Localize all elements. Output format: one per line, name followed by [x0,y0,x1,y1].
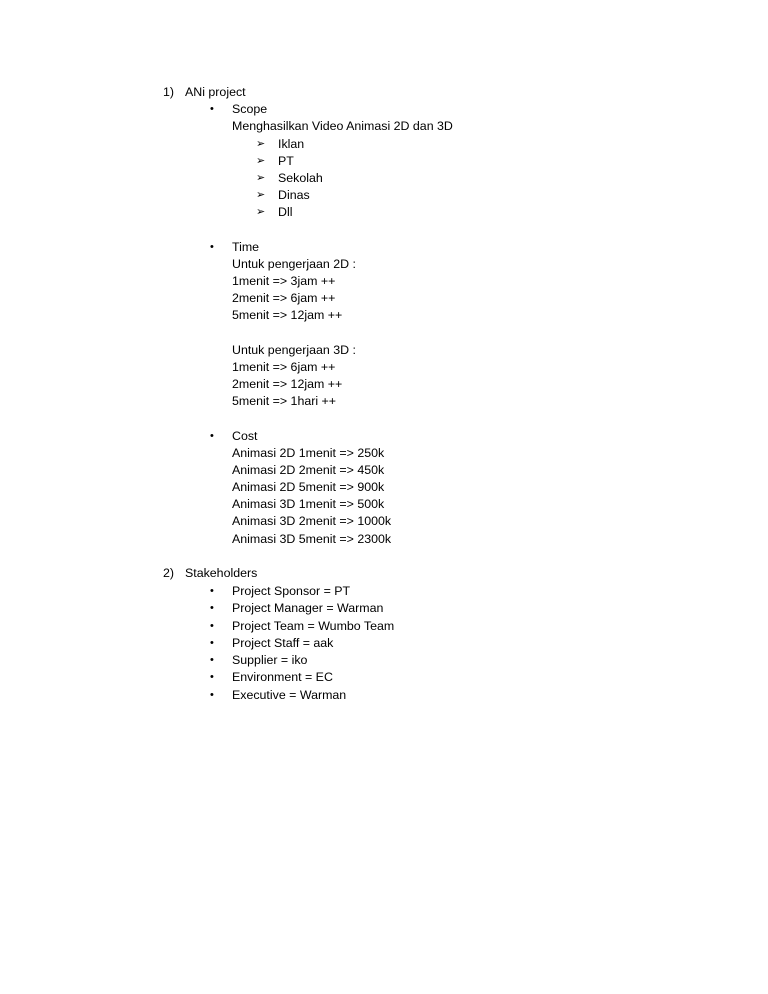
time-2d-item: 1menit => 3jam ++ [232,274,336,288]
cost-item: Animasi 3D 2menit => 1000k [232,514,392,528]
stakeholder-item: Executive = Warman [232,688,347,702]
bullet-icon: • [210,103,214,115]
scope-item: PT [278,154,294,168]
cost-item: Animasi 3D 5menit => 2300k [232,532,392,546]
section-title: ANi project [185,85,246,99]
stakeholder-item: Supplier = iko [232,653,308,667]
time-3d-item: 1menit => 6jam ++ [232,360,336,374]
bullet-icon: • [210,620,214,632]
cost-item: Animasi 2D 2menit => 450k [232,463,385,477]
arrow-bullet-icon: ➢ [256,189,266,201]
arrow-bullet-icon: ➢ [256,155,266,167]
time-2d-item: 2menit => 6jam ++ [232,291,336,305]
section-number: 2) [163,566,175,580]
scope-description: Menghasilkan Video Animasi 2D dan 3D [232,119,453,133]
bullet-icon: • [210,637,214,649]
scope-item: Dinas [278,188,310,202]
time-3d-item: 2menit => 12jam ++ [232,377,343,391]
stakeholder-item: Project Team = Wumbo Team [232,619,395,633]
scope-title: Scope [232,102,268,116]
bullet-icon: • [210,671,214,683]
scope-item: Iklan [278,137,305,151]
time-2d-heading: Untuk pengerjaan 2D : [232,257,356,271]
stakeholder-item: Project Manager = Warman [232,601,384,615]
bullet-icon: • [210,585,214,597]
cost-item: Animasi 3D 1menit => 500k [232,497,385,511]
stakeholder-item: Environment = EC [232,670,333,684]
section-number: 1) [163,85,175,99]
cost-title: Cost [232,429,258,443]
bullet-icon: • [210,602,214,614]
bullet-icon: • [210,654,214,666]
time-2d-item: 5menit => 12jam ++ [232,308,343,322]
arrow-bullet-icon: ➢ [256,138,266,150]
scope-item: Dll [278,205,293,219]
arrow-bullet-icon: ➢ [256,172,266,184]
time-3d-heading: Untuk pengerjaan 3D : [232,343,356,357]
arrow-bullet-icon: ➢ [256,206,266,218]
section-title: Stakeholders [185,566,258,580]
cost-item: Animasi 2D 5menit => 900k [232,480,385,494]
scope-item: Sekolah [278,171,323,185]
bullet-icon: • [210,241,214,253]
bullet-icon: • [210,430,214,442]
stakeholder-item: Project Sponsor = PT [232,584,351,598]
time-title: Time [232,240,260,254]
cost-item: Animasi 2D 1menit => 250k [232,446,385,460]
time-3d-item: 5menit => 1hari ++ [232,394,337,408]
stakeholder-item: Project Staff = aak [232,636,334,650]
bullet-icon: • [210,689,214,701]
